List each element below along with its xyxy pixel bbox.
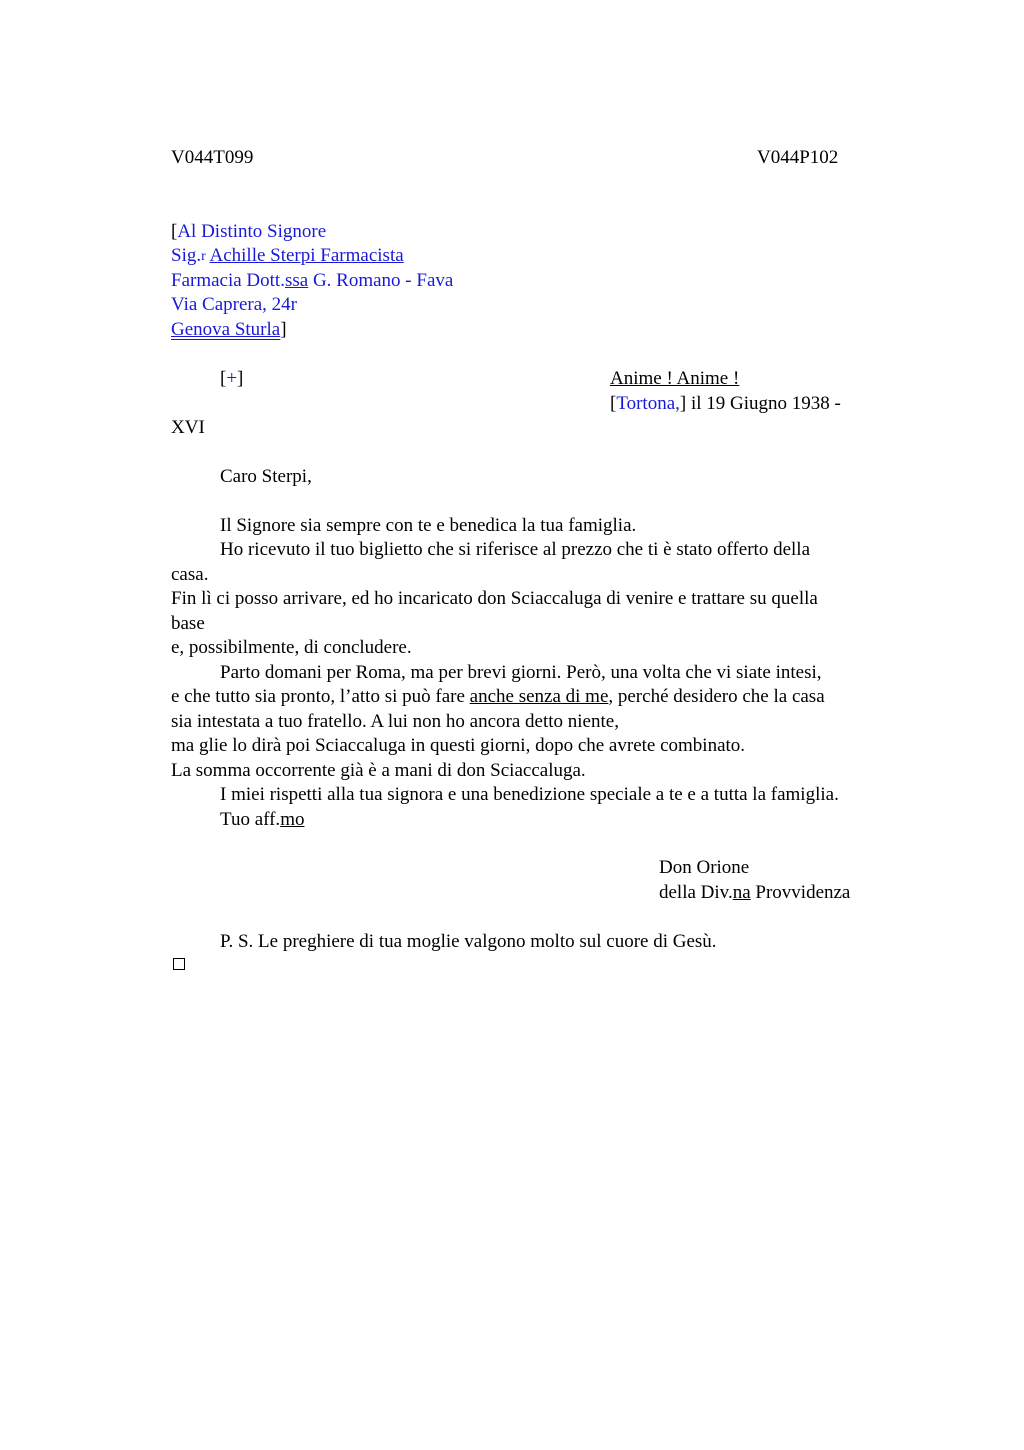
addressee-name: Achille Sterpi Farmacista	[209, 245, 404, 266]
address-line-2	[171, 244, 404, 269]
closing-abbrev: mo	[280, 809, 305, 830]
body-line: Ho ricevuto il tuo biglietto che si riferisce al prezzo che ti è stato offerto della	[220, 539, 811, 560]
signature-title	[659, 881, 850, 905]
body-line: Il Signore sia sempre con te e benedica la tua famiglia.	[220, 515, 637, 536]
cross-icon: +	[226, 368, 238, 389]
body-text: , perché desidero che la casa	[608, 686, 825, 707]
close-bracket: ]	[280, 319, 287, 340]
date-text: il 19 Giugno 1938 -	[686, 393, 841, 414]
body-line	[171, 685, 825, 709]
cross-open: [	[220, 368, 227, 389]
body-line: casa.	[171, 564, 209, 585]
body-line: La somma occorrente già è a mani di don Sciaccaluga.	[171, 760, 586, 781]
title-abbrev: na	[732, 882, 751, 903]
sig-prefix: Sig.	[171, 245, 202, 266]
body-text: e che tutto sia pronto, l’atto si può fare	[171, 686, 470, 707]
signature-name: Don Orione	[659, 857, 750, 878]
closing-text: Tuo aff.	[220, 809, 281, 830]
cross-mark	[220, 367, 243, 391]
document-code-left: V044T099	[171, 147, 254, 168]
body-line: I miei rispetti alla tua signora e una benedizione speciale a te e a tutta la famiglia.	[220, 784, 839, 805]
address-line-1	[171, 220, 326, 244]
dateline	[610, 392, 841, 416]
postscript: P. S. Le preghiere di tua moglie valgono molto sul cuore di Gesù.	[220, 931, 717, 952]
body-line: sia intestata a tuo fratello. A lui non ho ancora detto niente,	[171, 711, 619, 732]
cross-close: ]	[237, 368, 244, 389]
address-city: Genova Sturla	[171, 319, 281, 340]
pharmacy-prefix: Farmacia Dott.	[171, 270, 285, 291]
date-close: ]	[679, 393, 687, 414]
salutation: Caro Sterpi,	[220, 466, 312, 487]
date-place: Tortona,	[616, 393, 680, 414]
closing	[220, 808, 304, 832]
address-line-3	[171, 269, 453, 293]
pharmacy-rest: G. Romano - Fava	[308, 270, 454, 291]
title-text: Provvidenza	[750, 882, 851, 903]
body-line: Parto domani per Roma, ma per brevi giorni. Però, una volta che vi siate intesi,	[220, 662, 822, 683]
date-open: [	[610, 393, 617, 414]
body-line: Fin lì ci posso arrivare, ed ho incaricato don Sciaccaluga di venire e trattare su quella	[171, 588, 818, 609]
motto: Anime ! Anime !	[610, 368, 740, 389]
body-line: e, possibilmente, di concludere.	[171, 637, 412, 658]
address-line-5	[171, 318, 287, 342]
document-code-right: V044P102	[757, 147, 839, 168]
dateline-wrap: XVI	[171, 417, 205, 438]
address-line-4: Via Caprera, 24r	[171, 294, 297, 315]
end-box-icon	[173, 958, 185, 970]
pharmacy-ssa: ssa	[284, 270, 309, 291]
body-line: base	[171, 613, 205, 634]
sig-suffix: r	[201, 249, 206, 264]
open-bracket: [	[171, 221, 178, 242]
body-line: ma glie lo dirà poi Sciaccaluga in questi giorni, dopo che avrete combinato.	[171, 735, 746, 756]
title-text: della Div.	[659, 882, 733, 903]
addressee-greeting: Al Distinto Signore	[177, 221, 327, 242]
underlined-phrase: anche senza di me	[469, 686, 609, 707]
